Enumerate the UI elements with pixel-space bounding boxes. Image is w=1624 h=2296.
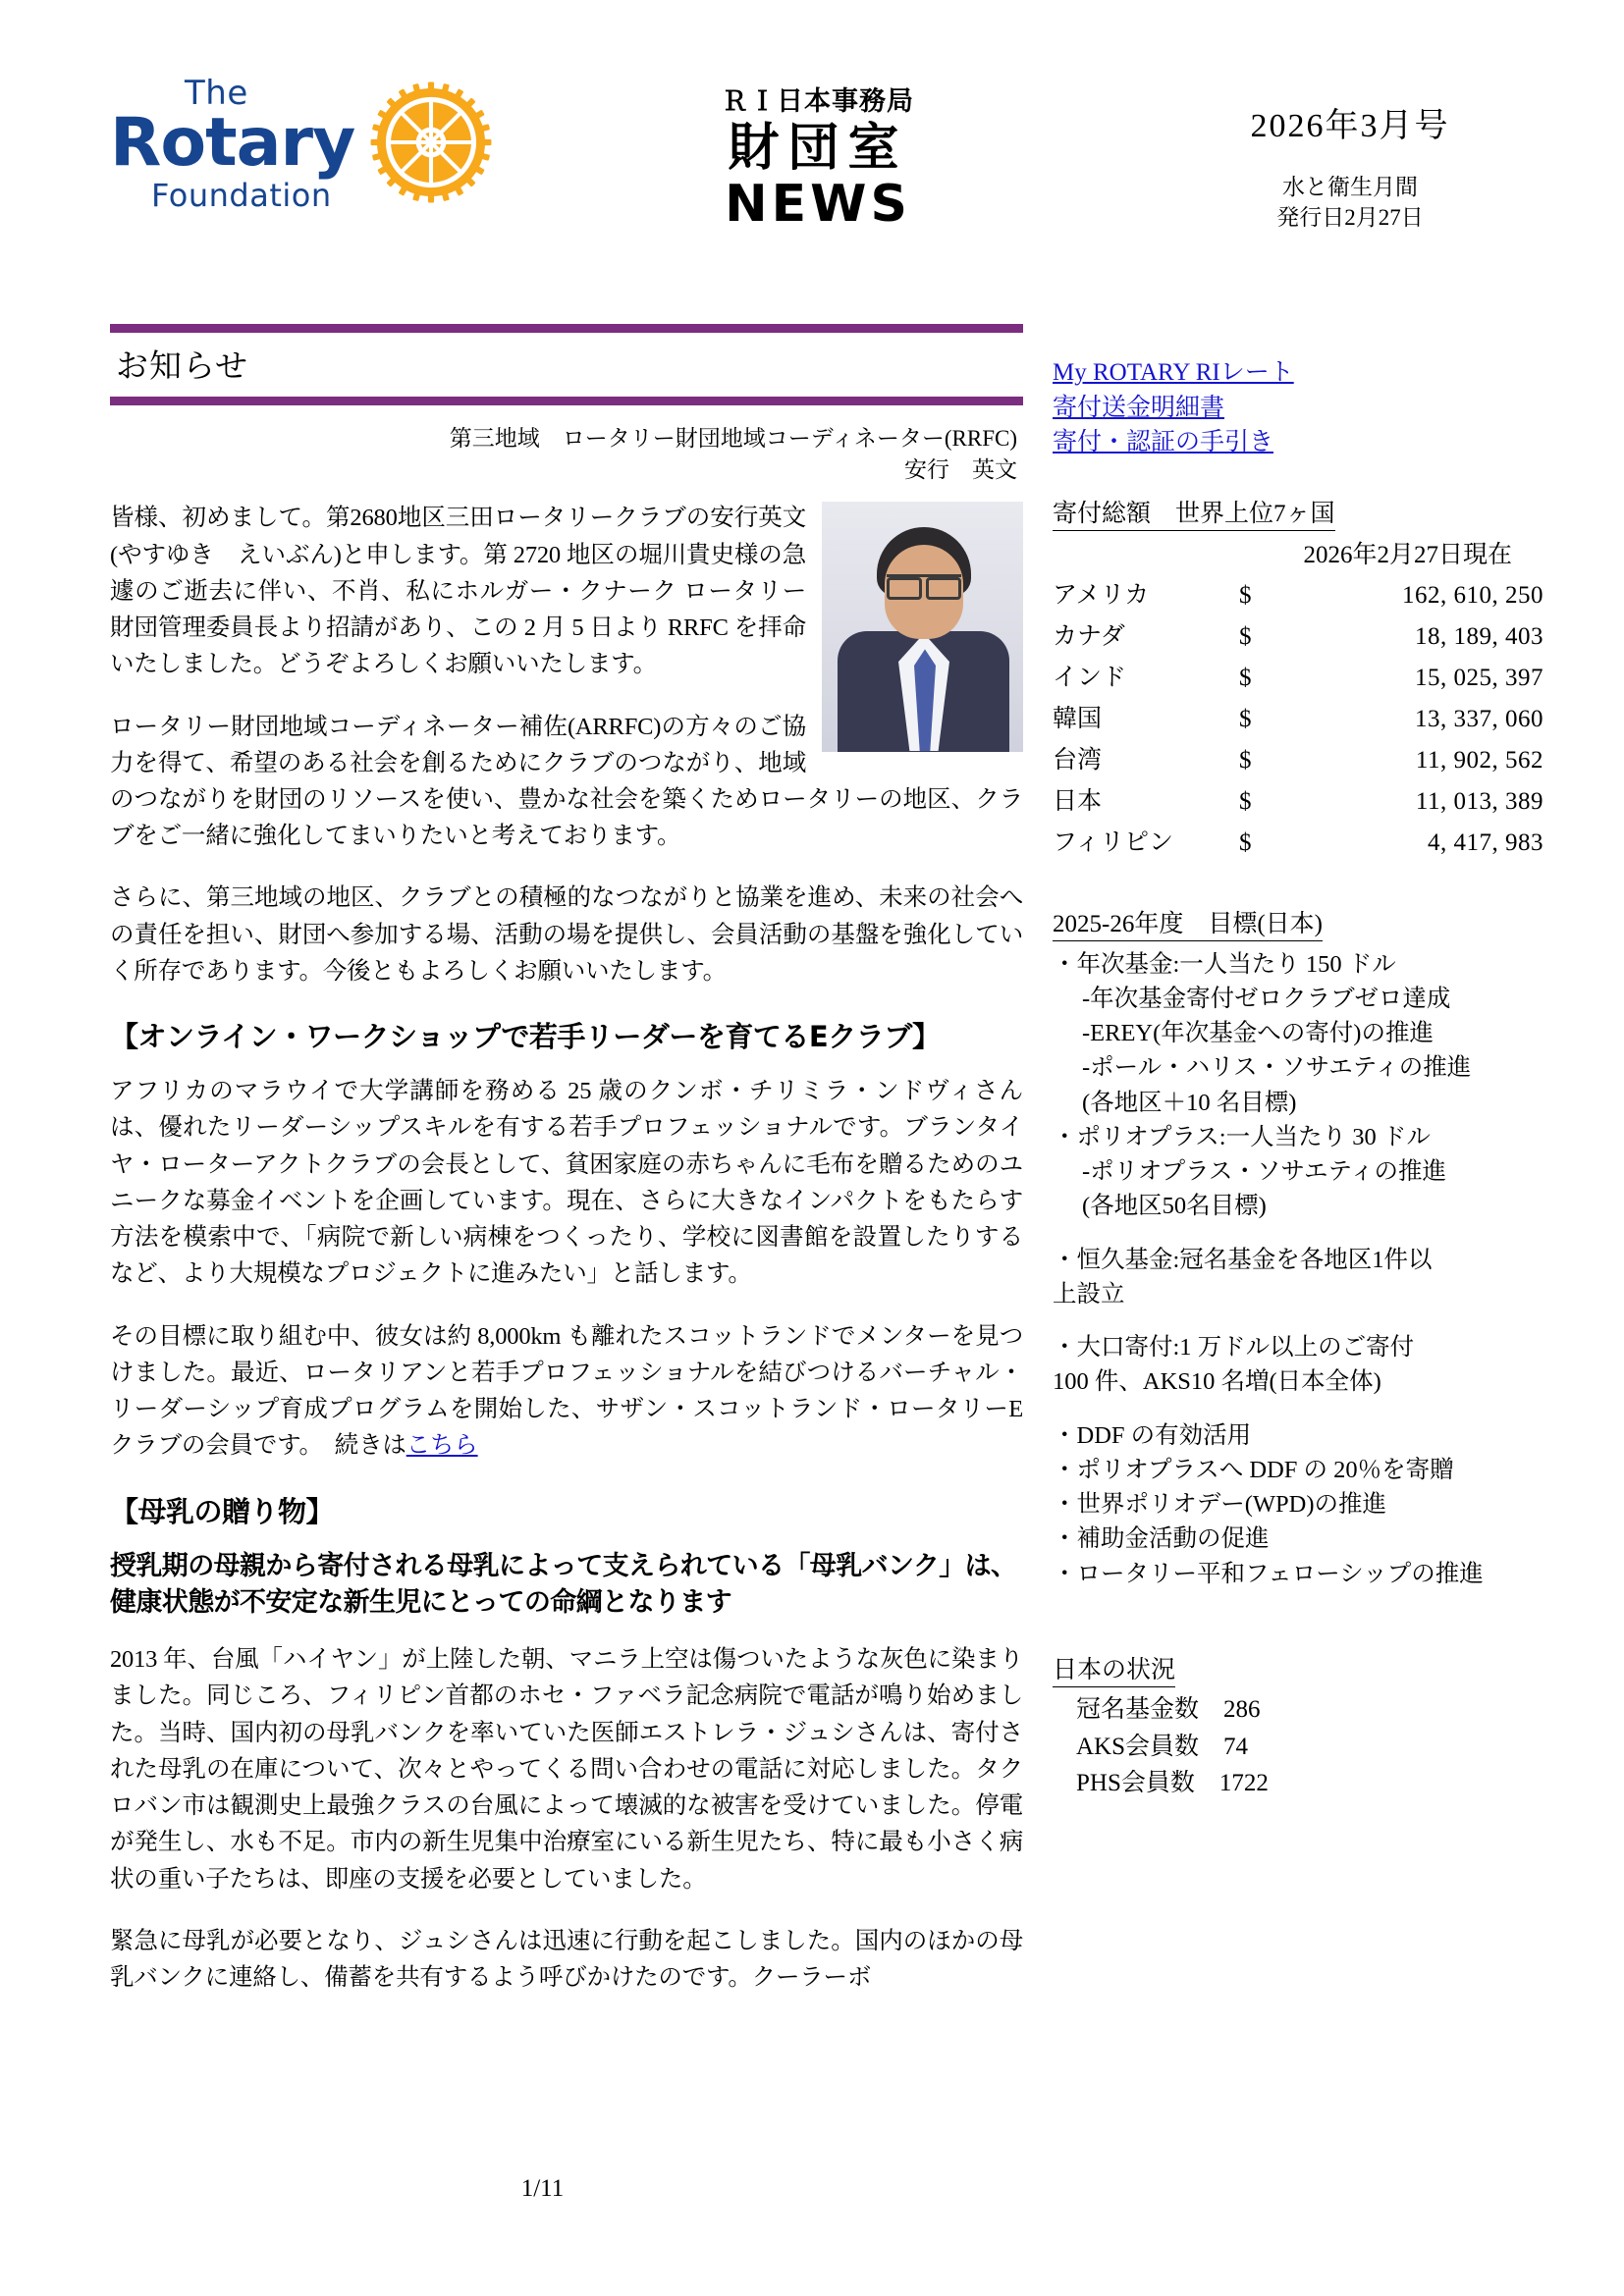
donation-currency: $ <box>1239 705 1252 732</box>
table-row <box>1053 572 1543 614</box>
logo-the-text: The <box>185 74 248 113</box>
announcements-banner <box>110 324 1023 405</box>
announcements-title: お知らせ <box>116 349 249 385</box>
author-portrait-photo <box>822 502 1023 752</box>
issue-info <box>1154 98 1546 233</box>
donation-country: カナダ <box>1053 622 1125 650</box>
donations-table <box>1053 572 1543 861</box>
donation-country: アメリカ <box>1053 581 1150 609</box>
donation-amount: 11, 902, 562 <box>1415 746 1543 774</box>
table-row <box>1053 778 1543 820</box>
donations-panel <box>1053 494 1543 861</box>
issue-published-date: 発行日2月27日 <box>1276 205 1424 231</box>
donation-currency: $ <box>1239 746 1252 774</box>
japan-status-panel <box>1053 1591 1543 1802</box>
news-label: NEWS <box>725 174 911 234</box>
office-name: ＲＩ日本事務局 <box>722 86 914 117</box>
donation-country: インド <box>1053 664 1127 691</box>
table-row <box>1053 820 1543 861</box>
list-item: ・ポリオプラスへ DDF の 20％を寄贈 <box>1053 1456 1454 1483</box>
list-item: ・年次基金:一人当たり 150 ドル <box>1053 950 1396 978</box>
table-row <box>1053 655 1543 696</box>
donation-currency: $ <box>1239 787 1252 815</box>
donation-currency: $ <box>1239 828 1252 856</box>
link-donation-recognition-guide[interactable]: 寄付・認証の手引き <box>1053 429 1274 455</box>
list-item: ・恒久基金:冠名基金を各地区1件以 <box>1053 1246 1433 1273</box>
list-item: ・世界ポリオデー(WPD)の推進 <box>1053 1491 1387 1519</box>
byline <box>110 423 1023 486</box>
list-item: ・DDF の有効活用 <box>1053 1421 1252 1449</box>
donation-amount: 4, 417, 983 <box>1428 828 1543 856</box>
table-row <box>1053 696 1543 737</box>
table-row <box>1053 614 1543 655</box>
list-item: ・補助金活動の促進 <box>1053 1525 1270 1553</box>
issue-theme-and-date <box>1154 172 1546 233</box>
eclub-paragraph-2-text: その目標に取り組む中、彼女は約 8,000km も離れたスコットランドでメンターを見つけました。最近、ロータリアンと若手プロフェッショナルを結びつけるバーチャル・リーダーシップ育成プログラムを開始した、サザン・スコットランド・ロータリーE クラブの会員です。 続きは <box>110 1322 1023 1460</box>
sidebar-column <box>1053 355 1543 1802</box>
logo-foundation-text: Foundation <box>151 176 332 214</box>
resource-links <box>1053 355 1543 460</box>
logo-rotary-text: Rotary <box>110 104 355 182</box>
link-donation-remittance-statement[interactable]: 寄付送金明細書 <box>1053 394 1225 421</box>
goals-panel <box>1053 904 1543 1592</box>
department-name: 財団室 <box>728 119 908 179</box>
donation-country: 台湾 <box>1053 746 1103 774</box>
donation-country: フィリピン <box>1053 828 1174 856</box>
donation-amount: 162, 610, 250 <box>1402 581 1543 609</box>
byline-name: 安行 英文 <box>904 457 1017 483</box>
issue-theme: 水と衛生月間 <box>1282 175 1418 199</box>
list-item: -EREY(年次基金への寄付)の推進 <box>1082 1020 1434 1047</box>
eclub-paragraph-1: アフリカのマラウイで大学講師を務める 25 歳のクンボ・チリミラ・ンドヴィさんは、優れたリーダーシップスキルを有する若手プロフェッショナルです。ブランタイヤ・ローターアクトクラブの会長として、貧困家庭の赤ちゃんに毛布を贈るためのユニークな募金イベントを企画しています。現在、さらに大きなインパクトをもたらす方法を模索中で、「病院で新しい病棟をつくったり、学校に図書館を設置したりするなど、より大規模なプロジェクトに進みたい」と話します。 <box>110 1078 1023 1288</box>
read-more-link[interactable]: こちら <box>406 1432 478 1460</box>
donation-amount: 15, 025, 397 <box>1415 664 1543 691</box>
donation-amount: 18, 189, 403 <box>1415 622 1543 650</box>
japan-status-list <box>1053 1691 1543 1802</box>
intro-paragraph-1: 皆様、初めまして。第2680地区三田ロータリークラブの安行英文(やすゆき えいぶん)と申します。第 2720 地区の堀川貴史様の急遽のご逝去に伴い、不肖、私にホルガー・クナーク ロータリー財団管理委員長より招請があり、この 2 月 5 日より RRFC を拝命いたしました。どうぞよろしくお願いいたします。 <box>110 505 806 678</box>
intro-paragraph-3: さらに、第三地域の地区、クラブとの積極的なつながりと協業を進め、未来の社会への責任を担い、財団へ参加する場、活動の場を提供し、会員活動の基盤を強化していく所存であります。今後ともよろしくお願いいたします。 <box>110 884 1023 985</box>
list-item: (各地区＋10 名目標) <box>1082 1089 1297 1116</box>
main-column <box>110 324 1023 2021</box>
list-item: -年次基金寄付ゼロクラブゼロ達成 <box>1082 985 1451 1012</box>
publication-title <box>722 88 914 232</box>
donation-amount: 13, 337, 060 <box>1415 705 1543 732</box>
intro-paragraph-2: ロータリー財団地域コーディネーター補佐(ARRFC)の方々のご協力を得て、希望のある社会を創るためにクラブのつながり、地域のつながりを財団のリソースを使い、豊かな社会を築くためロータリーの地区、クラブをご一緒に強化してまいりたいと考えております。 <box>110 713 1023 850</box>
table-row <box>1053 737 1543 778</box>
rotary-wheel-icon <box>368 80 494 210</box>
donation-country: 韓国 <box>1053 705 1103 732</box>
logo-wordmark <box>110 74 355 214</box>
list-item: 冠名基金数 286 <box>1076 1696 1261 1724</box>
list-item: ・ロータリー平和フェローシップの推進 <box>1053 1560 1484 1587</box>
list-item: PHS会員数 1722 <box>1076 1770 1269 1797</box>
breastmilk-paragraph-1: 2013 年、台風「ハイヤン」が上陸した朝、マニラ上空は傷ついたような灰色に染まりました。同じころ、フィリピン首都のホセ・ファベラ記念病院で電話が鳴り始めました。当時、国内初の母乳バンクを率いていた医師エストレラ・ジュシさんは、寄付された母乳の在庫について、次々とやってくる問い合わせの電話に対応しました。タクロバン市は観測史上最強クラスの台風によって壊滅的な被害を受けていました。停電が発生し、水も不足。市内の新生児集中治療室にいる新生児たち、特に最も小さく病状の重い子たちは、即座の支援を必要としていました。 <box>110 1646 1023 1893</box>
list-item: 100 件、AKS10 名増(日本全体) <box>1053 1368 1381 1396</box>
japan-status-title: 日本の状況 <box>1053 1650 1175 1687</box>
donations-title: 寄付総額 世界上位7ヶ国 <box>1053 494 1335 531</box>
list-item: ・大口寄付:1 万ドル以上のご寄付 <box>1053 1334 1415 1362</box>
donation-currency: $ <box>1239 664 1252 691</box>
masthead <box>0 0 1624 294</box>
donation-country: 日本 <box>1053 787 1103 815</box>
portrait-glasses <box>887 574 961 594</box>
donation-amount: 11, 013, 389 <box>1415 787 1543 815</box>
list-item: (各地区50名目標) <box>1082 1193 1267 1220</box>
eclub-paragraph-2 <box>110 1318 1023 1465</box>
breastmilk-paragraph-2: 緊急に母乳が必要となり、ジュシさんは迅速に行動を起こしました。国内のほかの母乳バンクに連絡し、備蓄を共有するよう呼びかけたのです。クーラーボ <box>110 1927 1023 1991</box>
issue-title: 2026年3月号 <box>1250 108 1450 144</box>
donation-currency: $ <box>1239 581 1252 609</box>
list-item: 上設立 <box>1053 1280 1125 1308</box>
donation-currency: $ <box>1239 622 1252 650</box>
list-item: ・ポリオプラス:一人当たり 30 ドル <box>1053 1123 1431 1150</box>
link-my-rotary-ri-rate[interactable]: My ROTARY RIレート <box>1053 359 1294 386</box>
list-item: -ポール・ハリス・ソサエティの推進 <box>1082 1054 1472 1082</box>
goals-list <box>1053 947 1543 1592</box>
page-number: 1/11 <box>520 2175 565 2202</box>
rotary-foundation-logo <box>110 74 494 214</box>
section-heading-eclub: 【オンライン・ワークショップで若手リーダーを育てるEクラブ】 <box>110 1020 941 1054</box>
goals-title: 2025-26年度 目標(日本) <box>1053 904 1323 941</box>
list-item: AKS会員数 74 <box>1076 1733 1249 1760</box>
list-item: -ポリオプラス・ソサエティの推進 <box>1082 1158 1447 1186</box>
section-heading-breastmilk: 【母乳の贈り物】 <box>110 1494 335 1528</box>
byline-role: 第三地域 ロータリー財団地域コーディネーター(RRFC) <box>449 426 1017 451</box>
breastmilk-subheading: 授乳期の母親から寄付される母乳によって支えられている「母乳バンク」は、健康状態が不安定な新生児にとっての命綱となります <box>110 1550 1017 1619</box>
donations-as-of-date: 2026年2月27日現在 <box>1303 541 1512 568</box>
